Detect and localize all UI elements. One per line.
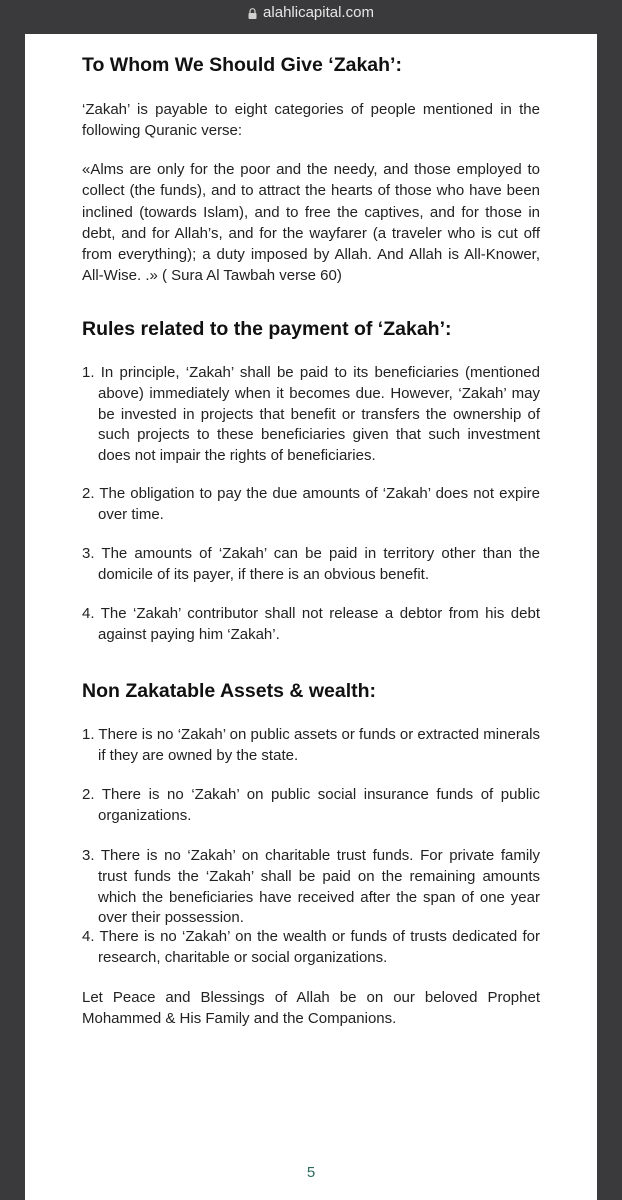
non-zakatable-item-3: 3. There is no ‘Zakah’ on charitable trust funds. For private family trust funds the ‘Zakah’ shall be paid on the remaining amounts which the beneficiaries have received after the span of one year over their possession. (82, 847, 540, 927)
payment-rule-1: 1. In principle, ‘Zakah’ shall be paid to its beneficiaries (mentioned above) immediately when it becomes due. However, ‘Zakah’ may be invested in projects that benefit or transfers the ownership of such projects to these beneficiaries given that such investment does not impair the rights of beneficiaries. (82, 364, 540, 465)
non-zakatable-item-1: 1. There is no ‘Zakah’ on public assets or funds or extracted minerals if they are owned by the state. (82, 726, 540, 764)
recipients-intro: ‘Zakah’ is payable to eight categories of people mentioned in the following Quranic verse: (82, 101, 540, 140)
section-heading-recipients: To Whom We Should Give ‘Zakah’: (82, 54, 402, 76)
quranic-verse: «Alms are only for the poor and the needy, and those employed to collect (the funds), and to attract the hearts of those who have been inclined (towards Islam), and to free the captives, and for those in debt, and for Allah’s, and for the wayfarer (a traveler who is cut off from everything); a duty imposed by Allah. And Allah is All-Knower, All-Wise. .» ( Sura Al Tawbah verse 60) (82, 161, 540, 285)
address-bar[interactable] (0, 0, 622, 24)
url-text: alahlicapital.com (263, 3, 374, 21)
payment-rule-3: 3. The amounts of ‘Zakah’ can be paid in territory other than the domicile of its payer, if there is an obvious benefit. (82, 545, 540, 583)
section-heading-non-zakatable: Non Zakatable Assets & wealth: (82, 680, 377, 702)
page-number: 5 (306, 1164, 316, 1181)
closing-blessing: Let Peace and Blessings of Allah be on our beloved Prophet Mohammed & His Family and the Companions. (82, 989, 540, 1028)
payment-rule-2: 2. The obligation to pay the due amounts of ‘Zakah’ does not expire over time. (82, 485, 540, 523)
non-zakatable-item-4: 4. There is no ‘Zakah’ on the wealth or funds of trusts dedicated for research, charitable or social organizations. (82, 928, 540, 966)
document-page (25, 34, 597, 1200)
lock-icon (248, 8, 257, 19)
non-zakatable-item-2: 2. There is no ‘Zakah’ on public social insurance funds of public organizations. (82, 786, 540, 824)
section-heading-payment-rules: Rules related to the payment of ‘Zakah’: (82, 318, 452, 340)
payment-rule-4: 4. The ‘Zakah’ contributor shall not release a debtor from his debt against paying him ‘Zakah’. (82, 605, 540, 643)
